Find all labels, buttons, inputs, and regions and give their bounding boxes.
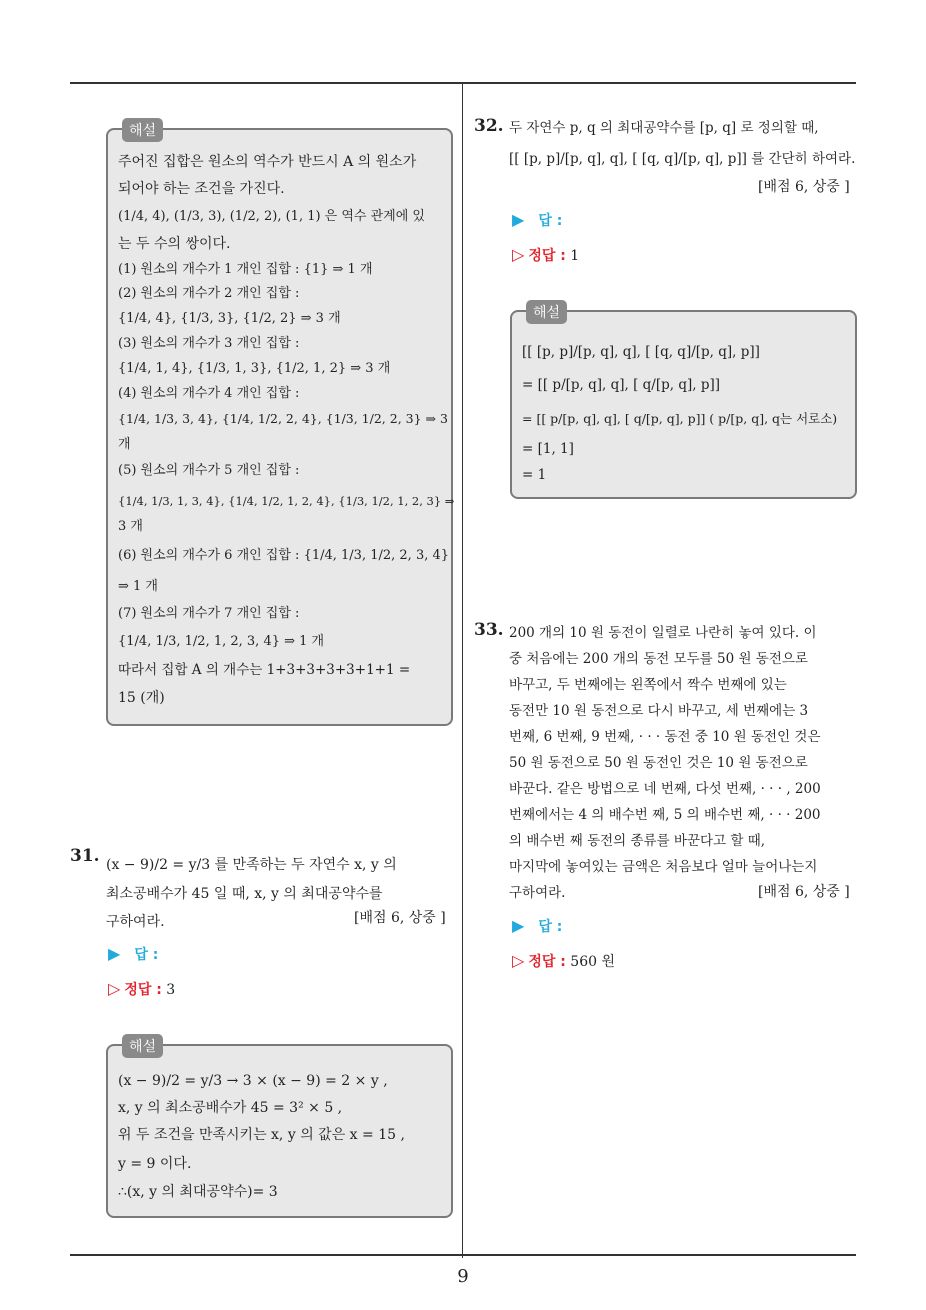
solution-box-30 (106, 123, 455, 726)
correct-answer-value: 3 (166, 982, 176, 998)
problem-31-correct-answer (108, 979, 175, 999)
problem-32-score: [배점 6, 상중 ] (758, 179, 850, 195)
problem-33-line: 50 원 동전으로 50 원 동전인 것은 10 원 동전으로 (509, 755, 808, 771)
solution-line: {1/4, 1, 4}, {1/3, 1, 3}, {1/2, 1, 2} ⇒ 3 개 (118, 361, 391, 376)
solution-line: (x − 9)/2 = y/3 → 3 × (x − 9) = 2 × y , (118, 1073, 388, 1089)
solution-line: (2) 원소의 개수가 2 개인 집합 : (118, 286, 300, 301)
solution-line: {1/4, 1/3, 3, 4}, {1/4, 1/2, 2, 4}, {1/3, 1/2, 2, 3} ⇒ 3 (118, 411, 448, 426)
solution-line: 되어야 하는 조건을 가진다. (118, 181, 285, 197)
problem-31-answer-label (108, 944, 158, 964)
solution-line: {1/4, 1/3, 1/2, 1, 2, 3, 4} ⇒ 1 개 (118, 634, 325, 649)
answer-label-text: 답 : (134, 947, 159, 963)
solution-line: ∴(x, y 의 최대공약수)= 3 (118, 1184, 278, 1200)
problem-32-correct-answer (512, 245, 579, 265)
answer-label-text: 답 : (538, 919, 563, 935)
problem-33-text (509, 620, 859, 906)
explain-tag: 해설 (526, 300, 567, 324)
solution-line: (1/4, 4), (1/3, 3), (1/2, 2), (1, 1) 은 역수 관계에 있 (118, 209, 425, 224)
problem-32-line: [[ [p, p]/[p, q], q], [ [q, q]/[p, q], p]] 를 간단히 하여라. (509, 151, 856, 167)
solution-line: (4) 원소의 개수가 4 개인 집합 : (118, 386, 300, 401)
problem-31-line: 최소공배수가 45 일 때, x, y 의 최대공약수를 (106, 886, 383, 902)
problem-33-line: 번째에서는 4 의 배수번 째, 5 의 배수번 째, · · · 200 (509, 807, 821, 823)
problem-33-line: 중 처음에는 200 개의 동전 모두를 50 원 동전으로 (509, 651, 808, 667)
problem-33-correct-answer (512, 951, 615, 971)
problem-33-line: 바꾼다. 같은 방법으로 네 번째, 다섯 번째, · · · , 200 (509, 781, 821, 797)
solution-line: 는 두 수의 쌍이다. (118, 236, 231, 252)
problem-33-line: 200 개의 10 원 동전이 일렬로 나란히 놓여 있다. 이 (509, 625, 817, 641)
play-arrow-icon: ▶ (512, 210, 525, 229)
solution-line: 따라서 집합 A 의 개수는 1+3+3+3+3+1+1 = (118, 662, 411, 678)
hollow-arrow-icon: ▷ (512, 951, 525, 970)
problem-33-number: 33. (474, 620, 504, 640)
play-arrow-icon: ▶ (108, 944, 121, 963)
solution-line: {1/4, 1/3, 1, 3, 4}, {1/4, 1/2, 1, 2, 4}, {1/3, 1/2, 1, 2, 3} ⇒ (118, 494, 455, 508)
explain-tag: 해설 (122, 118, 163, 142)
column-divider (462, 83, 463, 1258)
explain-tag: 해설 (122, 1034, 163, 1058)
problem-32-answer-label (512, 210, 562, 230)
solution-30-body (118, 148, 455, 712)
solution-box-32 (510, 305, 857, 499)
hollow-arrow-icon: ▷ (108, 979, 121, 998)
correct-label-text: 정답 : (124, 982, 162, 998)
solution-line: ⇒ 1 개 (118, 579, 158, 594)
problem-33-line: 의 배수번 째 동전의 종류를 바꾼다고 할 때, (509, 833, 766, 849)
problem-31-score: [배점 6, 상중 ] (354, 910, 446, 926)
solution-line: {1/4, 4}, {1/3, 3}, {1/2, 2} ⇒ 3 개 (118, 311, 341, 326)
solution-line: = [[ p/[p, q], q], [ q/[p, q], p]] ( p/[p, q], q는 서로소) (522, 411, 838, 426)
solution-line: 위 두 조건을 만족시키는 x, y 의 값은 x = 15 , (118, 1127, 405, 1143)
solution-31-body (118, 1066, 443, 1206)
problem-33-line: 동전만 10 원 동전으로 다시 바꾸고, 세 번째에는 3 (509, 703, 809, 719)
correct-answer-value: 1 (570, 248, 580, 264)
solution-line: (3) 원소의 개수가 3 개인 집합 : (118, 336, 300, 351)
answer-label-text: 답 : (538, 213, 563, 229)
correct-label-text: 정답 : (528, 248, 566, 264)
problem-33-line: 마지막에 놓여있는 금액은 처음보다 얼마 늘어나는지 (509, 859, 818, 875)
top-rule (70, 82, 856, 84)
solution-line: = [[ p/[p, q], q], [ q/[p, q], p]] (522, 377, 720, 393)
solution-box-31 (106, 1039, 453, 1218)
correct-label-text: 정답 : (528, 954, 566, 970)
problem-33-line: 번째, 6 번째, 9 번째, · · · 동전 중 10 원 동전인 것은 (509, 729, 821, 745)
solution-line: (5) 원소의 개수가 5 개인 집합 : (118, 463, 300, 478)
problem-31-line: 구하여라. (106, 914, 165, 930)
hollow-arrow-icon: ▷ (512, 245, 525, 264)
problem-31-number: 31. (70, 846, 100, 866)
page-number: 9 (457, 1266, 469, 1287)
solution-line: y = 9 이다. (118, 1156, 192, 1172)
problem-33-answer-label (512, 916, 562, 936)
solution-line: (1) 원소의 개수가 1 개인 집합 : {1} ⇒ 1 개 (118, 262, 373, 277)
problem-32-line: 두 자연수 p, q 의 최대공약수를 [p, q] 로 정의할 때, (509, 120, 819, 136)
solution-line: x, y 의 최소공배수가 45 = 3² × 5 , (118, 1100, 343, 1116)
problem-33-line: 구하여라. (509, 885, 566, 901)
solution-line: = 1 (522, 467, 547, 483)
problem-31-line: (x − 9)/2 = y/3 를 만족하는 두 자연수 x, y 의 (106, 857, 397, 873)
correct-answer-value: 560 원 (570, 954, 615, 970)
problem-33-score: [배점 6, 상중 ] (758, 884, 850, 900)
solution-line: 개 (118, 437, 131, 452)
solution-line: (7) 원소의 개수가 7 개인 집합 : (118, 606, 300, 621)
solution-line: 3 개 (118, 519, 143, 534)
solution-line: = [1, 1] (522, 441, 574, 457)
solution-32-body (522, 336, 850, 488)
problem-32-text (509, 116, 857, 178)
bottom-rule (70, 1254, 856, 1256)
solution-line: 15 (개) (118, 690, 165, 706)
solution-line: [[ [p, p]/[p, q], q], [ [q, q]/[p, q], p]] (522, 344, 760, 360)
play-arrow-icon: ▶ (512, 916, 525, 935)
problem-33-line: 바꾸고, 두 번째에는 왼쪽에서 짝수 번째에 있는 (509, 677, 787, 693)
solution-line: 주어진 집합은 원소의 역수가 반드시 A 의 원소가 (118, 154, 417, 170)
problem-32-number: 32. (474, 116, 504, 136)
solution-line: (6) 원소의 개수가 6 개인 집합 : {1/4, 1/3, 1/2, 2, 3, 4} (118, 548, 450, 563)
